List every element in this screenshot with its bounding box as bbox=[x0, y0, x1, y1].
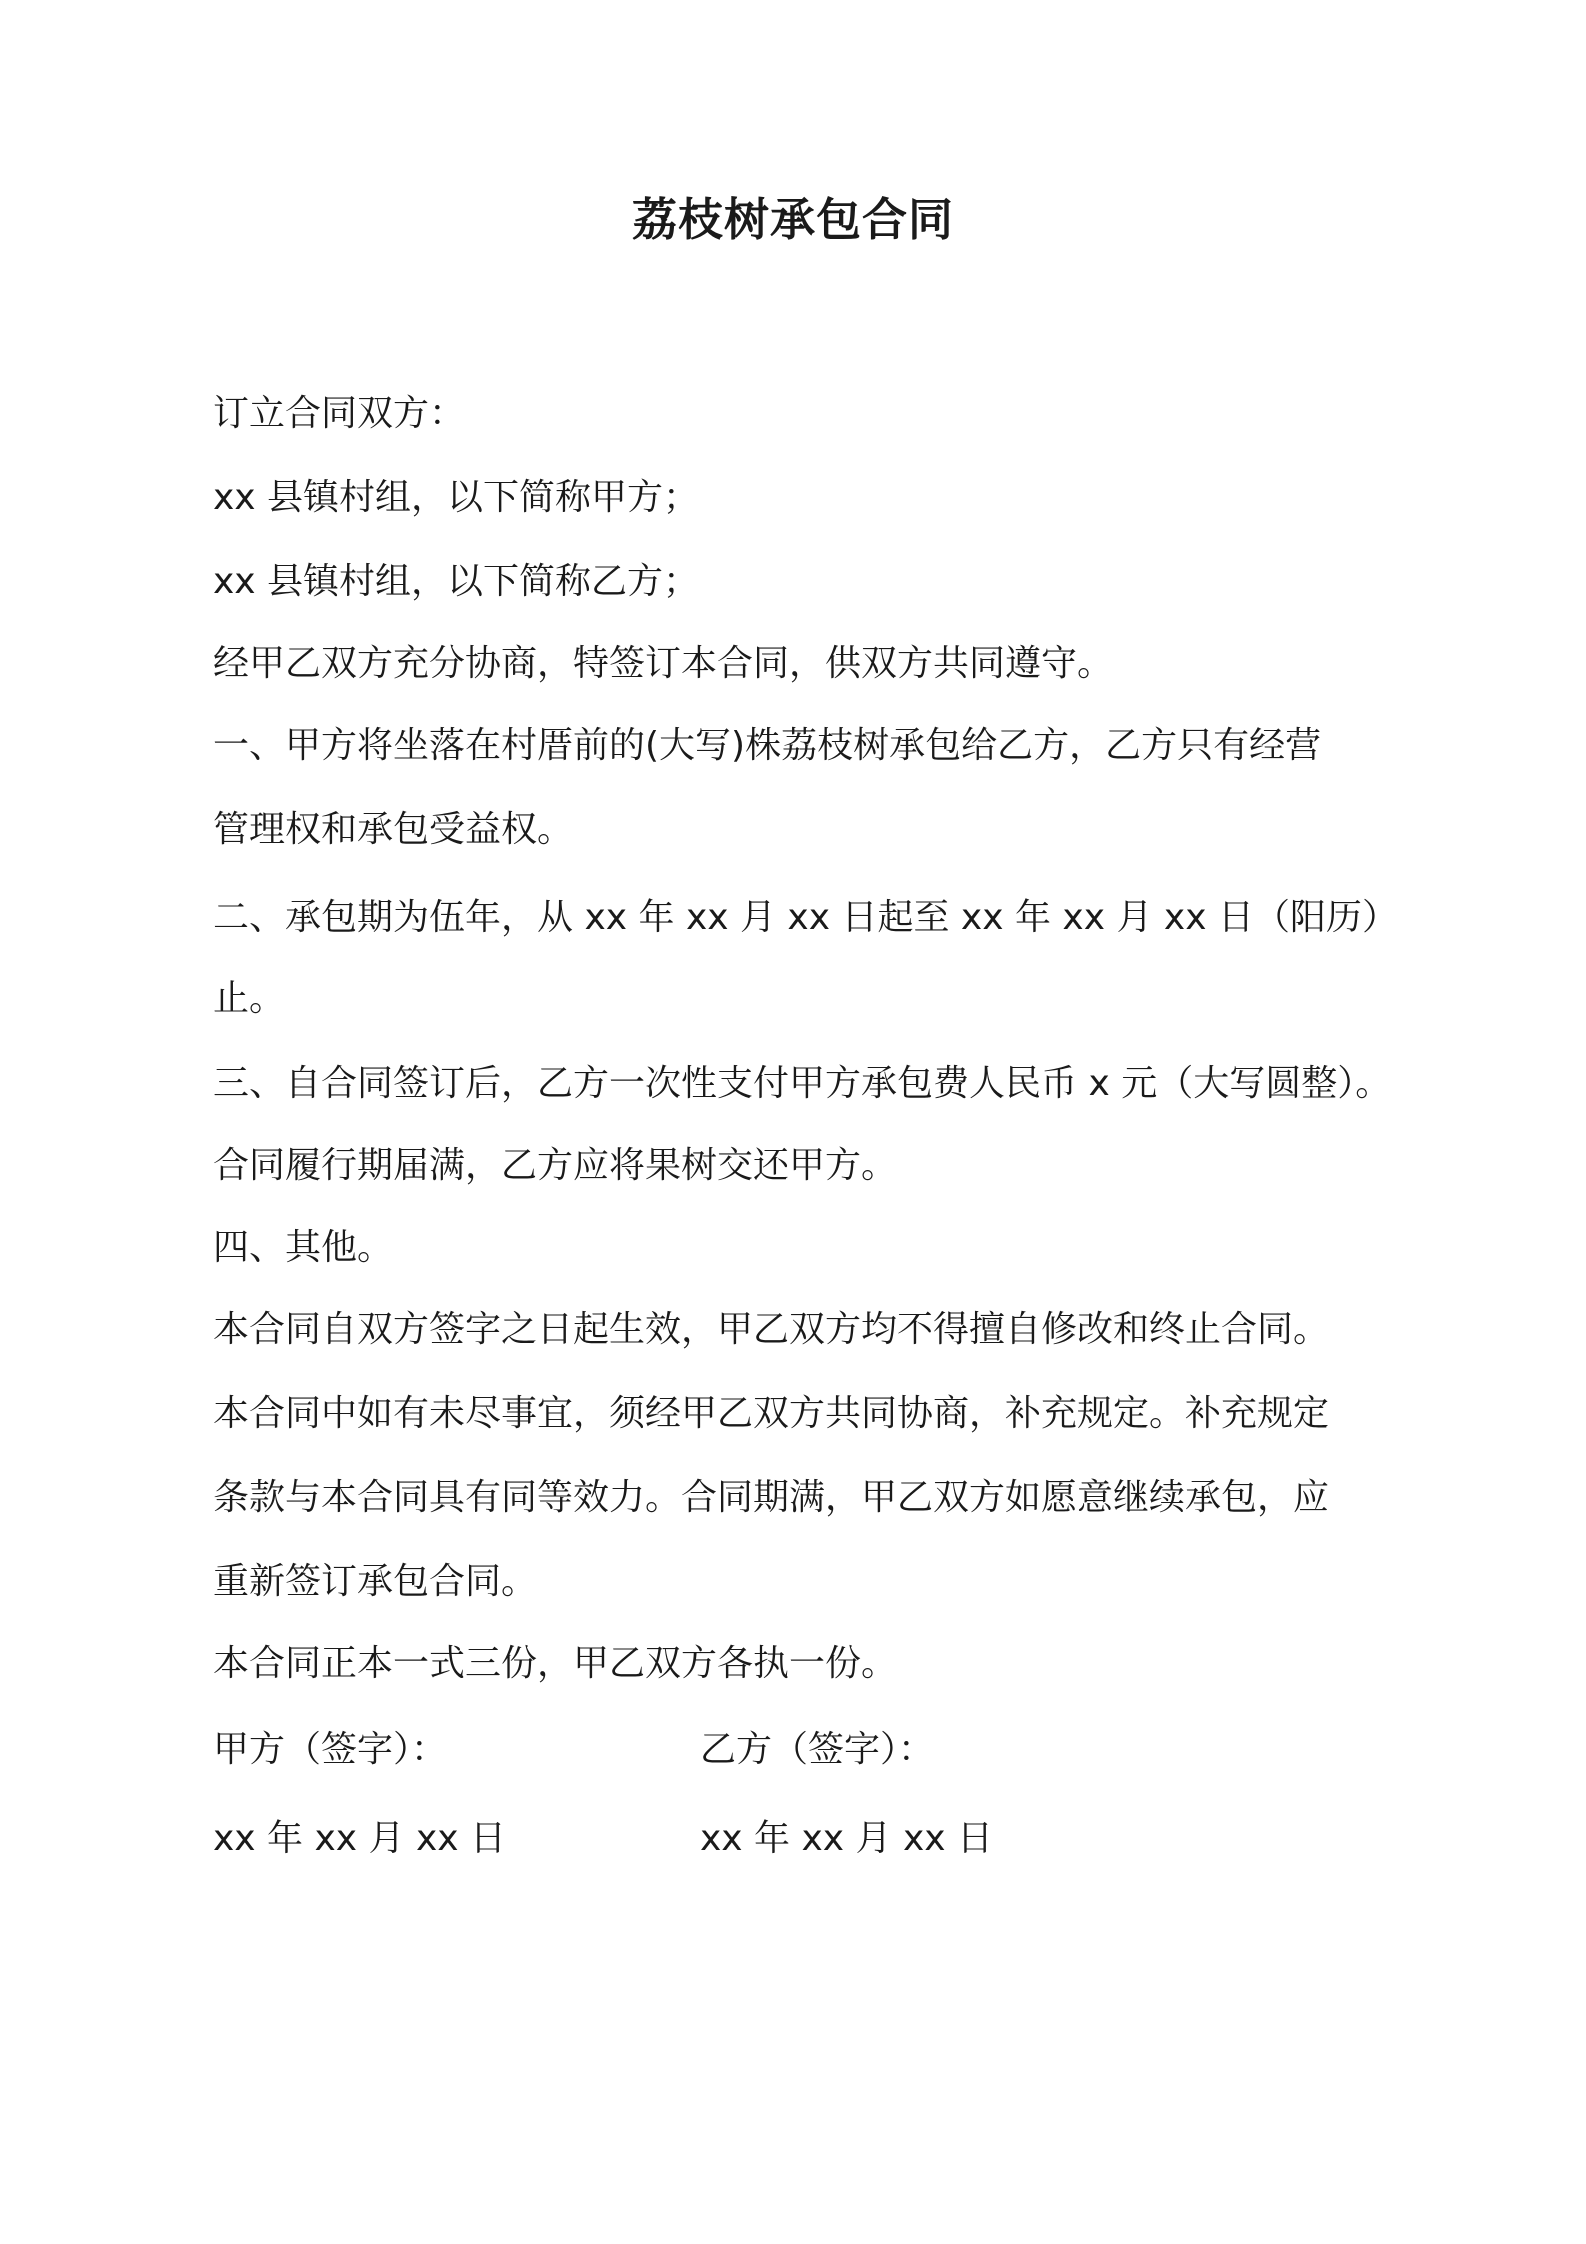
paragraph-parties-heading: 订立合同双方： bbox=[213, 393, 466, 434]
clause-4-copies: 本合同正本一式三份，甲乙双方各执一份。 bbox=[213, 1643, 898, 1684]
clause-4-supplement-line-2: 条款与本合同具有同等效力。合同期满，甲乙双方如愿意继续承包，应 bbox=[213, 1477, 1330, 1518]
party-b-signature-label: 乙方（签字）： bbox=[700, 1729, 935, 1770]
clause-4-effective: 本合同自双方签字之日起生效，甲乙双方均不得擅自修改和终止合同。 bbox=[213, 1309, 1330, 1350]
clause-2-line-1: 二、承包期为伍年，从 xx 年 xx 月 xx 日起至 xx 年 xx 月 xx 日（阳历） bbox=[213, 897, 1398, 938]
contract-title: 荔枝树承包合同 bbox=[631, 193, 954, 246]
paragraph-preamble: 经甲乙双方充分协商，特签订本合同，供双方共同遵守。 bbox=[213, 643, 1114, 684]
paragraph-party-a: xx 县镇村组，以下简称甲方； bbox=[213, 477, 700, 518]
clause-4-supplement-line-3: 重新签订承包合同。 bbox=[213, 1561, 538, 1602]
clause-1-line-2: 管理权和承包受益权。 bbox=[213, 809, 574, 850]
clause-4-heading: 四、其他。 bbox=[213, 1227, 394, 1268]
party-a-signature-label: 甲方（签字）： bbox=[213, 1729, 448, 1770]
clause-2-line-2: 止。 bbox=[213, 978, 286, 1019]
clause-3-line-2: 合同履行期届满，乙方应将果树交还甲方。 bbox=[213, 1145, 898, 1186]
clause-3-line-1: 三、自合同签订后，乙方一次性支付甲方承包费人民币 x 元（大写圆整）。 bbox=[213, 1063, 1392, 1104]
party-a-date: xx 年 xx 月 xx 日 bbox=[213, 1818, 507, 1859]
paragraph-party-b: xx 县镇村组，以下简称乙方； bbox=[213, 561, 700, 602]
clause-1-line-1: 一、甲方将坐落在村厝前的(大写)株荔枝树承包给乙方，乙方只有经营 bbox=[213, 725, 1322, 766]
clause-4-supplement-line-1: 本合同中如有未尽事宜，须经甲乙双方共同协商，补充规定。补充规定 bbox=[213, 1393, 1330, 1434]
party-b-date: xx 年 xx 月 xx 日 bbox=[700, 1818, 994, 1859]
